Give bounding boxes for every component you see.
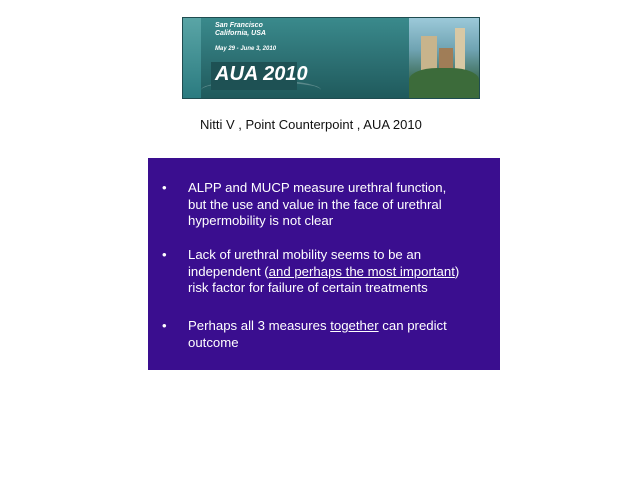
bullet-line: hypermobility is not clear (188, 213, 334, 228)
bullet-dot: • (162, 247, 167, 262)
underlined-emphasis: together (330, 318, 379, 333)
conference-banner (182, 17, 480, 99)
banner-left-strip (183, 18, 201, 98)
underlined-emphasis: and perhaps the most important (268, 263, 455, 279)
slide-panel (148, 158, 500, 370)
bullet-text-fragment: Perhaps all 3 measures (188, 318, 331, 333)
bullet-text-fragment: can predict (378, 318, 447, 333)
banner-location (215, 22, 266, 38)
bullet-text (188, 247, 498, 297)
banner-dates: May 29 - June 3, 2010 (215, 46, 277, 52)
bullet-dot: • (162, 180, 167, 195)
bullet-line: outcome (188, 334, 239, 350)
bullet-line: risk factor for failure of certain treatments (188, 280, 428, 295)
bullet-line: Lack of urethral mobility seems to be an (188, 247, 422, 262)
bullet-text-fragment: independent ( (188, 263, 269, 279)
banner-city-photo (409, 18, 479, 98)
banner-city-line2: California, USA (215, 30, 266, 37)
photo-trees (409, 68, 479, 98)
bullet-text-fragment: ) (454, 263, 460, 279)
banner-logo: AUA 2010 (215, 63, 308, 85)
bullet-text (188, 318, 498, 351)
banner-city-line1: San Francisco (215, 22, 263, 29)
bullet-dot: • (162, 318, 167, 333)
slide-caption: Nitti V , Point Counterpoint , AUA 2010 (200, 117, 422, 132)
bullet-line: but the use and value in the face of urethral (188, 196, 442, 212)
bullet-text (188, 180, 498, 230)
bullet-line: ALPP and MUCP measure urethral function, (188, 180, 447, 195)
